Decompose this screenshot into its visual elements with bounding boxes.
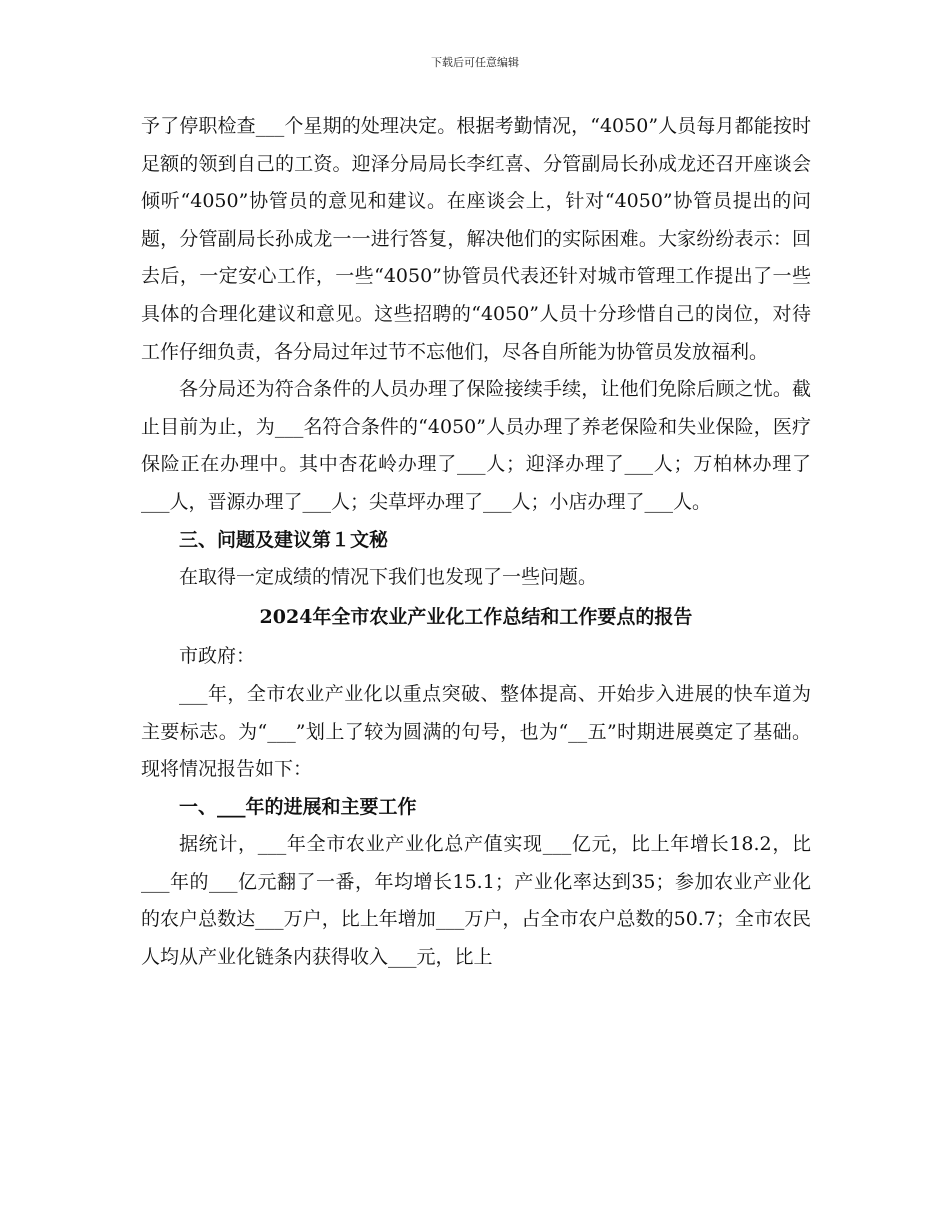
paragraph-intro: ___年，全市农业产业化以重点突破、整体提高、开始步入进展的快车道为主要标志。为“___”划上了较为圆满的句号，也为“__五”时期进展奠定了基础。现将情况报告如下： <box>141 682 811 781</box>
section-heading-progress: 一、___年的进展和主要工作 <box>179 795 417 818</box>
paragraph-problems: 在取得一定成绩的情况下我们也发现了一些问题。 <box>179 566 598 589</box>
page-header: 下载后可任意编辑 <box>431 56 519 69</box>
section-heading-problems: 三、问题及建议第１文秘 <box>179 528 389 551</box>
paragraph-insurance: 各分局还为符合条件的人员办理了保险接续手续，让他们免除后顾之忧。截止目前为止，为___名符合条件的“4050”人员办理了养老保险和失业保险，医疗保险正在办理中。其中杏花岭办理了___人；迎泽办理了___人；万柏林办理了___人，晋源办理了___人；尖草坪办理了___人；小店办理了___人。 <box>141 378 811 513</box>
salutation: 市政府： <box>179 645 256 668</box>
paragraph-statistics: 据统计，___年全市农业产业化总产值实现___亿元，比上年增长18.2，比___年的___亿元翻了一番，年均增长15.1；产业化率达到35；参加农业产业化的农户总数达___万户，比上年增加___万户，占全市农户总数的50.7；全市农民人均从产业化链条内获得收入___元，比上 <box>141 833 811 969</box>
document-body <box>141 108 811 977</box>
report-title: 2024年全市农业产业化工作总结和工作要点的报告 <box>259 605 693 628</box>
paragraph-continuation: 予了停职检查___个星期的处理决定。根据考勤情况，“4050”人员每月都能按时足额的领到自己的工资。迎泽分局局长李红喜、分管副局长孙成龙还召开座谈会倾听“4050”协管员的意见和建议。在座谈会上，针对“4050”协管员提出的问题，分管副局长孙成龙一一进行答复，解决他们的实际困难。大家纷纷表示：回去后，一定安心工作，一些“4050”协管员代表还针对城市管理工作提出了一些具体的合理化建议和意见。这些招聘的“4050”人员十分珍惜自己的岗位，对待工作仔细负责，各分局过年过节不忘他们，尽各自所能为协管员发放福利。 <box>141 115 811 363</box>
